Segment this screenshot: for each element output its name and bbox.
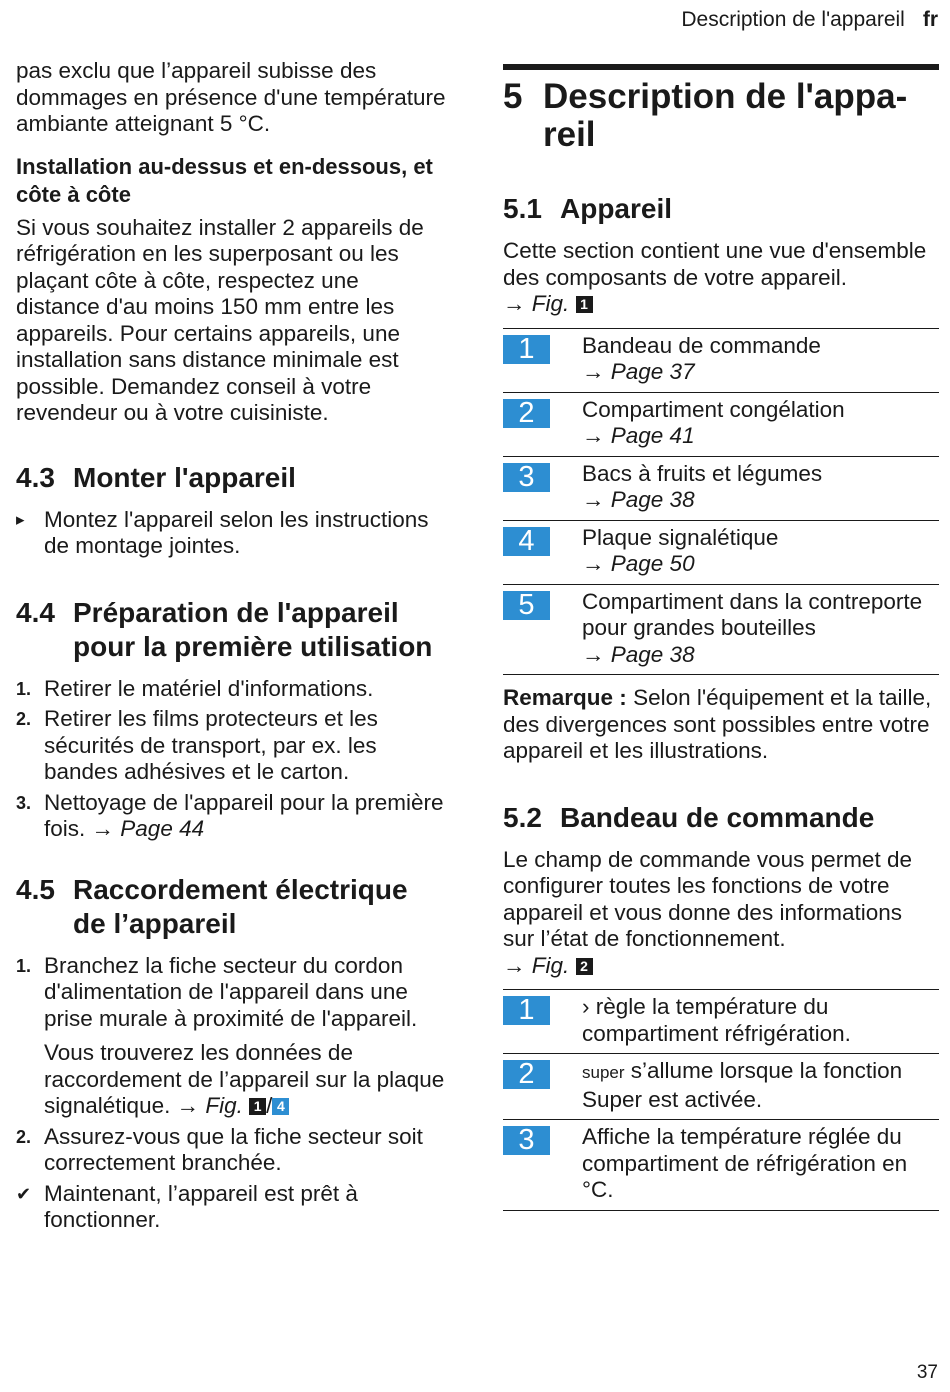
list-item xyxy=(16,706,448,786)
chevron-right-icon: › xyxy=(582,994,590,1019)
step-continuation xyxy=(44,1040,448,1120)
install-paragraph: Si vous souhaitez installer 2 appareils de réfrigération en les superposant ou les plaçant côte à côte, respectez une distance d'au moins 150 mm entre les appareils. Pour certains appareils, une installation sans distance minimale est possible. Demandez conseil à votre revendeur ou à votre cuisiniste. xyxy=(16,214,424,425)
list-item xyxy=(16,1124,448,1177)
control-cell xyxy=(582,1124,939,1204)
result-text: Maintenant, l’appareil est prêt à fonctionner. xyxy=(44,1180,358,1232)
components-table xyxy=(503,328,939,676)
component-label: Compartiment congélation xyxy=(582,396,845,422)
left-column xyxy=(16,58,448,1238)
step-number: 2. xyxy=(16,709,32,729)
component-label: Bandeau de commande xyxy=(582,332,821,358)
step-number: 1. xyxy=(16,678,32,699)
component-number-badge: 3 xyxy=(503,463,550,492)
figure-number-badge: 1 xyxy=(249,1098,266,1115)
page-reference-link[interactable]: → Page 50 xyxy=(582,551,695,576)
control-description: règle la température du compartiment réfrigération. xyxy=(582,994,851,1046)
step-text xyxy=(44,790,448,843)
step-text: Retirer le matériel d'informations. xyxy=(44,675,374,701)
install-subheading: Installation au-dessus et en-dessous, et côte à côte xyxy=(16,153,433,207)
list-item xyxy=(16,790,448,843)
component-cell xyxy=(582,525,939,578)
figure-separator: / xyxy=(266,1093,273,1118)
section-number: 4.3 xyxy=(16,461,55,493)
step-text: Assurez-vous que la fiche secteur soit correctement branchée. xyxy=(44,1123,423,1175)
bullet-icon: ▸ xyxy=(16,509,25,529)
page-number: 37 xyxy=(916,1362,938,1383)
step-number: 1. xyxy=(16,955,32,976)
chapter-number: 5 xyxy=(503,77,523,116)
table-row xyxy=(503,990,939,1054)
note-text: Selon l'équipement et la taille, des divergences sont possibles entre votre appareil et les illustrations. xyxy=(503,685,932,763)
figure-number-badge: 2 xyxy=(576,958,593,975)
section-number: 5.2 xyxy=(503,801,542,833)
header-title: Description de l'appareil xyxy=(681,8,905,31)
control-number-badge: 3 xyxy=(503,1126,550,1155)
section-4-5-heading xyxy=(16,873,448,941)
component-number-badge: 5 xyxy=(503,591,550,620)
table-row xyxy=(503,1054,939,1120)
list-item xyxy=(16,507,448,560)
figure-reference-link[interactable]: → Fig. xyxy=(503,952,570,978)
table-row xyxy=(503,521,939,585)
intro-paragraph: pas exclu que l’appareil subisse des dommages en présence d'une température ambiante atteignant 5 °C. xyxy=(16,58,446,136)
section-number: 4.5 xyxy=(16,873,55,905)
page-reference-link[interactable]: → Page 38 xyxy=(582,487,695,512)
section-title: Monter l'appareil xyxy=(73,461,296,493)
controls-table xyxy=(503,989,939,1211)
component-cell xyxy=(582,397,939,450)
appliance-intro: Cette section contient une vue d'ensemble des composants de votre appareil. xyxy=(503,238,927,290)
section-number: 4.4 xyxy=(16,596,55,628)
list-item xyxy=(16,1181,448,1234)
section-number: 5.1 xyxy=(503,193,542,224)
step-text: Retirer les films protecteurs et les sécurités de transport, par ex. les bandes adhésives et le carton. xyxy=(44,706,378,784)
figure-reference-line xyxy=(503,291,939,318)
section-5-1-heading xyxy=(503,192,939,226)
note-label: Remarque : xyxy=(503,685,627,710)
electrical-steps xyxy=(16,953,448,1234)
chapter-title: Description de l'appareil xyxy=(543,77,908,154)
component-number-badge: 1 xyxy=(503,335,550,364)
list-item-text: Montez l'appareil selon les instructions de montage jointes. xyxy=(44,506,429,558)
section-title: Préparation de l'appareil pour la première utilisation xyxy=(73,596,433,662)
page-reference-link[interactable]: → Page 38 xyxy=(582,641,695,667)
table-row xyxy=(503,393,939,457)
component-cell xyxy=(582,589,939,669)
control-description: Affiche la température réglée du compartiment de réfrigération en °C. xyxy=(582,1124,908,1202)
running-header xyxy=(681,8,938,32)
component-cell xyxy=(582,461,939,514)
figure-reference-link[interactable]: → Fig. xyxy=(176,1093,243,1118)
figure-number-badge: 1 xyxy=(576,296,593,313)
table-row xyxy=(503,1120,939,1211)
section-title: Raccordement électrique de l’appareil xyxy=(73,873,408,939)
control-panel-intro: Le champ de commande vous permet de configurer toutes les fonctions de votre appareil et vous donne des informations sur l’état de fonctionnement. xyxy=(503,846,912,951)
super-symbol: super xyxy=(582,1063,625,1082)
note-paragraph xyxy=(503,685,939,765)
step-text-main: Nettoyage de l'appareil pour la première fois. xyxy=(44,789,444,841)
component-number-badge: 4 xyxy=(503,527,550,556)
header-language: fr xyxy=(922,8,938,31)
section-5-2-heading xyxy=(503,801,939,835)
section-4-3-heading xyxy=(16,461,448,495)
figure-reference-link[interactable]: → Fig. xyxy=(503,291,570,316)
control-number-badge: 2 xyxy=(503,1060,550,1089)
list-item xyxy=(16,953,448,1033)
component-label: Bacs à fruits et légumes xyxy=(582,460,823,486)
table-row xyxy=(503,457,939,521)
figure-reference-line xyxy=(503,953,939,980)
component-number-badge: 2 xyxy=(503,399,550,428)
list-item xyxy=(16,676,448,703)
component-label: Compartiment dans la contreporte pour grandes bouteilles xyxy=(582,588,923,640)
control-cell xyxy=(582,994,939,1047)
page-reference-link[interactable]: → Page 37 xyxy=(582,359,695,384)
step-number: 2. xyxy=(16,1126,32,1147)
table-row xyxy=(503,329,939,393)
preparation-steps xyxy=(16,676,448,843)
chapter-5-heading xyxy=(503,64,939,154)
component-cell xyxy=(582,333,939,386)
control-description: s’allume lorsque la fonction Super est activée. xyxy=(582,1058,903,1112)
step-continuation-text: Vous trouverez les données de raccordement de l’appareil sur la plaque signalétique. xyxy=(44,1040,445,1118)
section-4-4-heading xyxy=(16,596,448,664)
right-column xyxy=(503,64,939,1211)
figure-number-badge: 4 xyxy=(272,1098,289,1115)
page-reference-link[interactable]: → Page 44 xyxy=(91,816,205,841)
table-row xyxy=(503,585,939,676)
control-number-badge: 1 xyxy=(503,996,550,1025)
step-number: 3. xyxy=(16,792,32,813)
step-text: Branchez la fiche secteur du cordon d'alimentation de l'appareil dans une prise murale à proximité de l'appareil. xyxy=(44,952,418,1031)
control-cell xyxy=(582,1058,939,1113)
mount-list xyxy=(16,507,448,560)
section-title: Bandeau de commande xyxy=(560,801,875,833)
page-reference-link[interactable]: → Page 41 xyxy=(582,423,695,448)
check-icon: ✔ xyxy=(16,1183,32,1204)
section-title: Appareil xyxy=(560,193,673,224)
component-label: Plaque signalétique xyxy=(582,524,779,550)
